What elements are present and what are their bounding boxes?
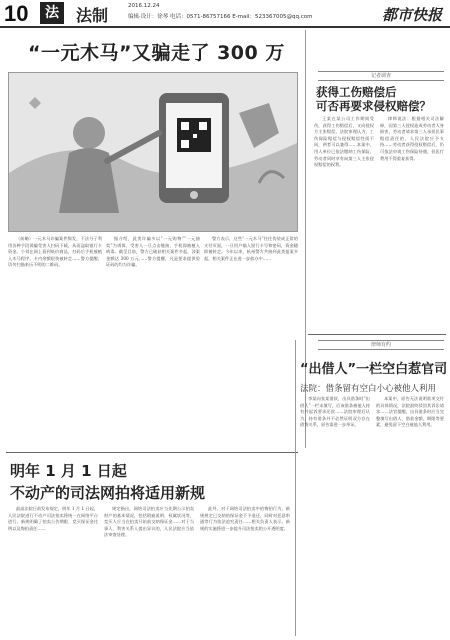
article4-column-1: 李某向张某借款，出具借条时“出借人”一栏未填写，后该借条被他人持有并起诉要求还款……法院审理后认为，持有借条并不必然证明双方存在借贷关系，原告需进一步举证。 [300,396,370,428]
article3-title-line2: 不动产的司法网拍将适用新规 [10,484,206,502]
article2-title-line1: 获得工伤赔偿后 [316,85,397,99]
article1-column-3: 警方表示，这些“一元木马”往往伪装成正常的支付页面，一旦用户输入银行卡号和密码，资金随即被转走。今年以来，杭州警方共接到此类报案多起，相关案件正在进一步侦办中…… [204,236,298,261]
article1-illustration [8,72,298,232]
article3-title-line1: 明年 1 月 1 日起 [10,462,127,480]
article2-column-1: 王某在某公司工作期间受伤，获得工伤赔偿后，又向侵权方主张赔偿。法院审理认为，工伤保险赔偿与侵权赔偿性质不同，两者可以兼得……本案中，用人单位已依法缴纳工伤保险，劳动者同时享有向第三人主张侵权赔偿的权利。 [314,116,374,168]
editor-line: 编辑·设计：徐琴 电话：0571-86757166 E-mail：523367005@qq.com [128,14,313,20]
article3-column-3: 此外，对于网络司法拍卖中的悔拍行为，新规规定已交纳的保证金不予退还，同时对恶意串通等行为依法追究责任……相关负责人表示，新规的实施将进一步提升司法拍卖的公开透明度。 [200,506,290,531]
article4-subtitle: 法院：借条留有空白小心被他人利用 [300,384,437,394]
article3-column-2: 规定指出，网络司法拍卖应当先期公示拍卖财产的基本情况，包括瑕疵说明、权属状况等，竞买人应当在拍卖开始前交纳保证金……对于当事人、利害关系人提出异议的，人民法院应当依法审查处理。 [104,506,194,538]
section-mark: 法 [40,2,64,24]
article4-column-2: 本案中，原告无法说明款项交付的具体情况，法院最终驳回其诉讼请求……法官提醒，出具借条时应当完整填写出借人、借款金额、期限等要素，避免留下空白被他人利用。 [376,396,444,428]
article2-tag: 记者调查 [318,71,444,81]
article2-column-2: 律师说法：根据相关司法解释，因第三人侵权造成劳动者人身损害，劳动者请求第三人承担民事赔偿责任的，人民法院应予支持……劳动者获得侵权赔偿后，仍可依法申请工伤保险待遇，但医疗费用不得重复获得。 [380,116,444,161]
article4-tag: 律师有约 [318,340,444,350]
article3-column-1: 最高法院日前发布规定，明年 1 月 1 日起，人民法院进行不动产司法拍卖将统一在网络平台进行。新规明确了拍卖公告期限、竞买保证金比例以及悔拍责任…… [8,506,98,531]
cartoon-image [9,73,297,231]
section-name: 法制 [76,6,109,25]
section-divider [6,452,298,453]
article2-title-line2: 可否再要求侵权赔偿？ [316,99,431,113]
article1-column-1: （前略）一元木马诈骗案件频发，不法分子利用各种手段诱骗受害人扫码下载，从而盗取银行卡资金。小刘在网上看到低价商品，扫码后手机被植入木马程序，卡内余额很快被转走……警方提醒，切勿扫描来历不明的二维码。 [8,236,102,268]
paper-name: 都市快报 [381,6,442,24]
masthead [0,0,450,28]
article4-title: “出借人”一栏空白惹官司 [300,362,448,377]
page-number: 10 [4,1,29,26]
issue-date: 2016.12.24 [128,3,160,9]
article-divider [308,334,446,335]
article1-title: “一元木马”又骗走了 300 万 [28,42,285,64]
article1-column-2: 据介绍，此类诈骗多以“一元购物”“一元抽奖”为诱饵，受害人一旦点击链接，手机即被植入病毒。截至目前，警方已破获相关案件多起，涉案金额达 300 万元……警方提醒，凡是要求提供验证码的均为诈骗。 [106,236,200,268]
bottom-column-divider [295,340,296,636]
